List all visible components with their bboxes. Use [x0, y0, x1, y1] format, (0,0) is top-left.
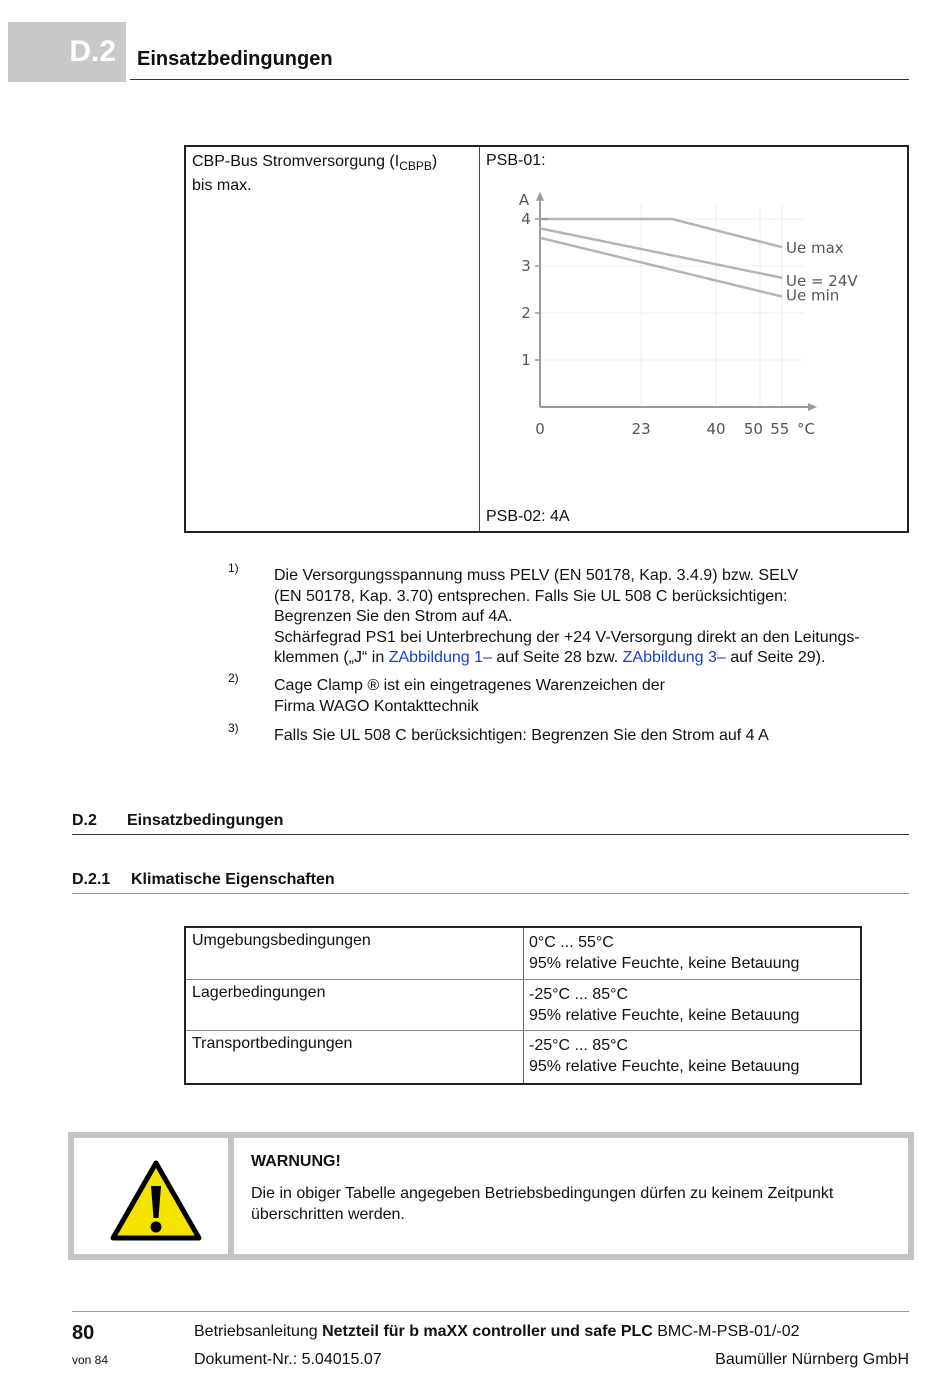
- y-tick-label: 3: [521, 257, 531, 275]
- company-name: Baumüller Nürnberg GmbH: [715, 1351, 909, 1368]
- x-tick-label: 55: [770, 420, 790, 438]
- footnote-line: Cage Clamp ® ist ein eingetragenes Warenzeichen der: [274, 677, 665, 694]
- power-label-prefix: CBP-Bus Stromversorgung (I: [192, 153, 400, 170]
- series-line: [540, 219, 782, 247]
- page-count: von 84: [72, 1353, 109, 1367]
- power-label-line2: bis max.: [192, 177, 252, 195]
- temperature-range: 0°C ... 55°C: [529, 934, 614, 951]
- warning-text: [251, 1183, 901, 1225]
- section-title: Einsatzbedingungen: [127, 812, 284, 829]
- link-abbildung-1[interactable]: ZAbbildung 1–: [388, 649, 492, 667]
- x-tick-label: 23: [631, 420, 651, 438]
- temperature-range: -25°C ... 85°C: [529, 985, 629, 1003]
- x-axis-label: °C: [797, 420, 815, 438]
- footnote-line: Die Versorgungsspannung muss PELV (EN 50178, Kap. 3.4.9) bzw. SELV: [274, 567, 799, 584]
- document-number: Dokument-Nr.: 5.04015.07: [194, 1351, 382, 1368]
- power-supply-label-cell: [186, 147, 480, 531]
- section-number: D.2: [72, 812, 97, 829]
- footnote-text: klemmen („J“ in: [274, 649, 389, 667]
- derating-chart: [500, 185, 860, 465]
- section-rule: [72, 834, 909, 835]
- x-tick-label: 50: [743, 420, 763, 438]
- series-label: Ue max: [786, 239, 844, 258]
- condition-name: Umgebungsbedingungen: [186, 928, 524, 979]
- warning-box: [68, 1132, 914, 1260]
- page-title: Einsatzbedingungen: [137, 48, 333, 70]
- power-supply-table: [184, 145, 909, 533]
- footnote-line: Firma WAGO Kontakttechnik: [274, 697, 479, 715]
- temperature-range: -25°C ... 85°C: [529, 1037, 629, 1055]
- subsection-rule: [72, 893, 909, 894]
- series-label: Ue = 24V: [786, 271, 858, 290]
- footnote-body: [274, 726, 924, 747]
- y-tick-label: 1: [521, 351, 531, 369]
- footnote-number: 1): [228, 561, 239, 575]
- chapter-number: D.2: [69, 35, 116, 68]
- condition-value: [524, 928, 860, 979]
- footnote-line: (EN 50178, Kap. 3.70) entsprechen. Falls Sie UL 508 C berücksichtigen:: [274, 587, 788, 605]
- header-rule: [130, 79, 909, 80]
- document-title: [194, 1323, 800, 1341]
- series-line: [540, 238, 782, 297]
- footer-rule: [72, 1311, 909, 1312]
- footnote-body: [274, 566, 924, 669]
- doc-title-prefix: Betriebsanleitung: [194, 1323, 323, 1340]
- humidity: 95% relative Feuchte, keine Betauung: [529, 1006, 800, 1024]
- table-row: [186, 1031, 860, 1083]
- y-tick-label: 4: [521, 210, 531, 228]
- page-number: 80: [72, 1322, 95, 1344]
- doc-title-model: BMC-M-PSB-01/-02: [652, 1323, 800, 1340]
- subsection-number: D.2.1: [72, 871, 111, 888]
- footnote-number: 3): [228, 721, 239, 735]
- warning-line: überschritten werden.: [251, 1206, 405, 1223]
- warning-icon-cell: [74, 1138, 234, 1254]
- condition-name: Transportbedingungen: [186, 1031, 524, 1083]
- footnote-line: Begrenzen Sie den Strom auf 4A.: [274, 608, 513, 626]
- footnote-text: auf Seite 29).: [725, 649, 826, 667]
- power-supply-value-cell: [480, 147, 907, 531]
- table-row: [186, 928, 860, 980]
- humidity: 95% relative Feuchte, keine Betauung: [529, 1058, 800, 1076]
- footnote-number: 2): [228, 671, 239, 685]
- psb01-label: PSB-01:: [486, 152, 546, 169]
- series-label: Ue min: [786, 286, 840, 305]
- power-label-suffix: ): [431, 153, 438, 170]
- x-axis-arrow: [808, 403, 817, 411]
- climate-table: [184, 926, 862, 1085]
- footnote-body: [274, 676, 924, 717]
- warning-triangle-icon: [110, 1160, 202, 1242]
- table-row: [186, 980, 860, 1032]
- y-axis-label: A: [518, 190, 530, 209]
- y-tick-label: 2: [521, 304, 531, 322]
- warning-title: WARNUNG!: [251, 1153, 341, 1170]
- condition-name: Lagerbedingungen: [186, 980, 524, 1031]
- footnote-line: Falls Sie UL 508 C berücksichtigen: Begrenzen Sie den Strom auf 4 A: [274, 727, 769, 744]
- footnote-line: Schärfegrad PS1 bei Unterbrechung der +24 V-Versorgung direkt an den Leitungs-: [274, 628, 860, 646]
- warning-line: Die in obiger Tabelle angegeben Betriebsbedingungen dürfen zu keinem Zeitpunkt: [251, 1185, 834, 1202]
- doc-title-product: Netzteil für b maXX controller und safe PLC: [322, 1323, 653, 1340]
- footnote-text: auf Seite 28 bzw.: [491, 649, 623, 667]
- footnote-line: [274, 648, 924, 669]
- chapter-badge: [8, 22, 126, 82]
- power-label-subscript: CBPB: [399, 159, 432, 174]
- x-tick-label: 0: [535, 420, 545, 438]
- link-abbildung-3[interactable]: ZAbbildung 3–: [622, 649, 726, 667]
- condition-value: [524, 980, 860, 1031]
- humidity: 95% relative Feuchte, keine Betauung: [529, 955, 800, 972]
- condition-value: [524, 1031, 860, 1083]
- psb02-label: PSB-02: 4A: [486, 508, 570, 525]
- series-line: [540, 228, 782, 277]
- y-axis-arrow: [536, 192, 544, 201]
- subsection-title: Klimatische Eigenschaften: [131, 871, 335, 888]
- x-tick-label: 40: [706, 420, 726, 438]
